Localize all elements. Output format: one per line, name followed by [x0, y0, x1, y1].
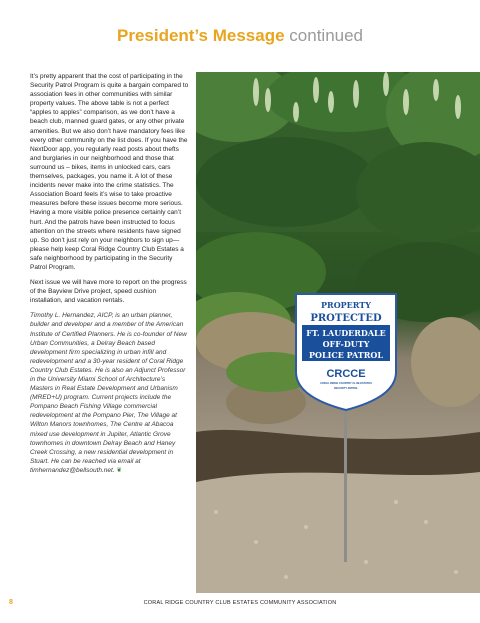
author-bio-text: Timothy L. Hernandez, AICP, is an urban planner, builder and developer and a member of the American Institute of Certified Planners. He is co-founder of New Urban Communities, a Delray Beach based development firm specializing in urban infill and redevelopment and a 30-year resident of Coral Ridge Country Club Estates. He is also an Adjunct Professor in the University Miami School of Architecture’s Masters in Real Estate Development and Urbanism (MRED+U) program. Current projects include the Pompano Beach Fishing Village commercial redevelopment at the Pompano Pier, The Village at Wilton Manors townhomes, The Centre at Abacoa mixed use development in Jupiter, Atlantic Grove townhomes in downtown Delray Beach and Haney Creek Crossing, a new residential development in Stuart. He can be reached via email at timhernandez@bellsouth.net. — [30, 312, 187, 474]
sign-line-1: PROPERTY — [321, 300, 371, 310]
sign-logo-sub2: SECURITY PATROL — [333, 387, 359, 390]
title-main: President’s Message — [116, 26, 285, 45]
upper-foliage — [196, 72, 480, 242]
patrol-sign — [296, 294, 396, 410]
page-title — [0, 26, 480, 46]
end-mark-icon: ❦ — [116, 466, 122, 474]
sign-logo: CRCCE — [326, 368, 366, 380]
author-bio — [30, 311, 190, 475]
article-paragraph-1: It’s pretty apparent that the cost of participating in the Security Patrol Program is quite a bargain compared to association fees in other communities with similar property values. The above table is not a perfect “apples to apples” comparison, as we don’t have a beach club, manned guard gates, or any other private amenities. But we also don’t have mandatory fees like every other community on the list does. If you have the NextDoor app, you regularly read posts about thefts and burglaries in our neighborhood and those that surround us – bikes, items in unlocked cars, cars themselves, packages, you name it. A lot of these incidents never make into the crime statistics. The Association Board feels it’s wise to take proactive measures before these issues become more serious. Having a more visible police presence certainly can’t hurt. And the patrols have been instructed to focus attention on the streets where residents have signed up. So don’t just rely on your neighbors to sign up—please help keep Coral Ridge Country Club Estates a safe neighborhood by participating in the Security Patrol Program. — [30, 73, 189, 271]
sign-line-4: OFF-DUTY — [322, 339, 370, 349]
sign-post — [344, 392, 347, 562]
footer-text: CORAL RIDGE COUNTRY CLUB ESTATES COMMUNITY ASSOCIATION — [143, 600, 337, 606]
title-continued: continued — [289, 26, 364, 45]
yard-sign-photo — [196, 72, 480, 593]
sign-logo-sub: CORAL RIDGE COUNTRY CLUB ESTATES — [320, 382, 372, 385]
page-number: 8 — [9, 599, 13, 606]
sign-line-5: POLICE PATROL — [309, 350, 383, 360]
ground — [196, 430, 480, 593]
article-column — [30, 72, 190, 481]
article-paragraph-2: Next issue we will have more to report on the progress of the Bayview Drive project, speed cushion installation, and vacation rentals. — [30, 279, 187, 305]
sign-line-2: PROTECTED — [310, 313, 382, 324]
sign-line-3: FT. LAUDERDALE — [306, 328, 386, 338]
